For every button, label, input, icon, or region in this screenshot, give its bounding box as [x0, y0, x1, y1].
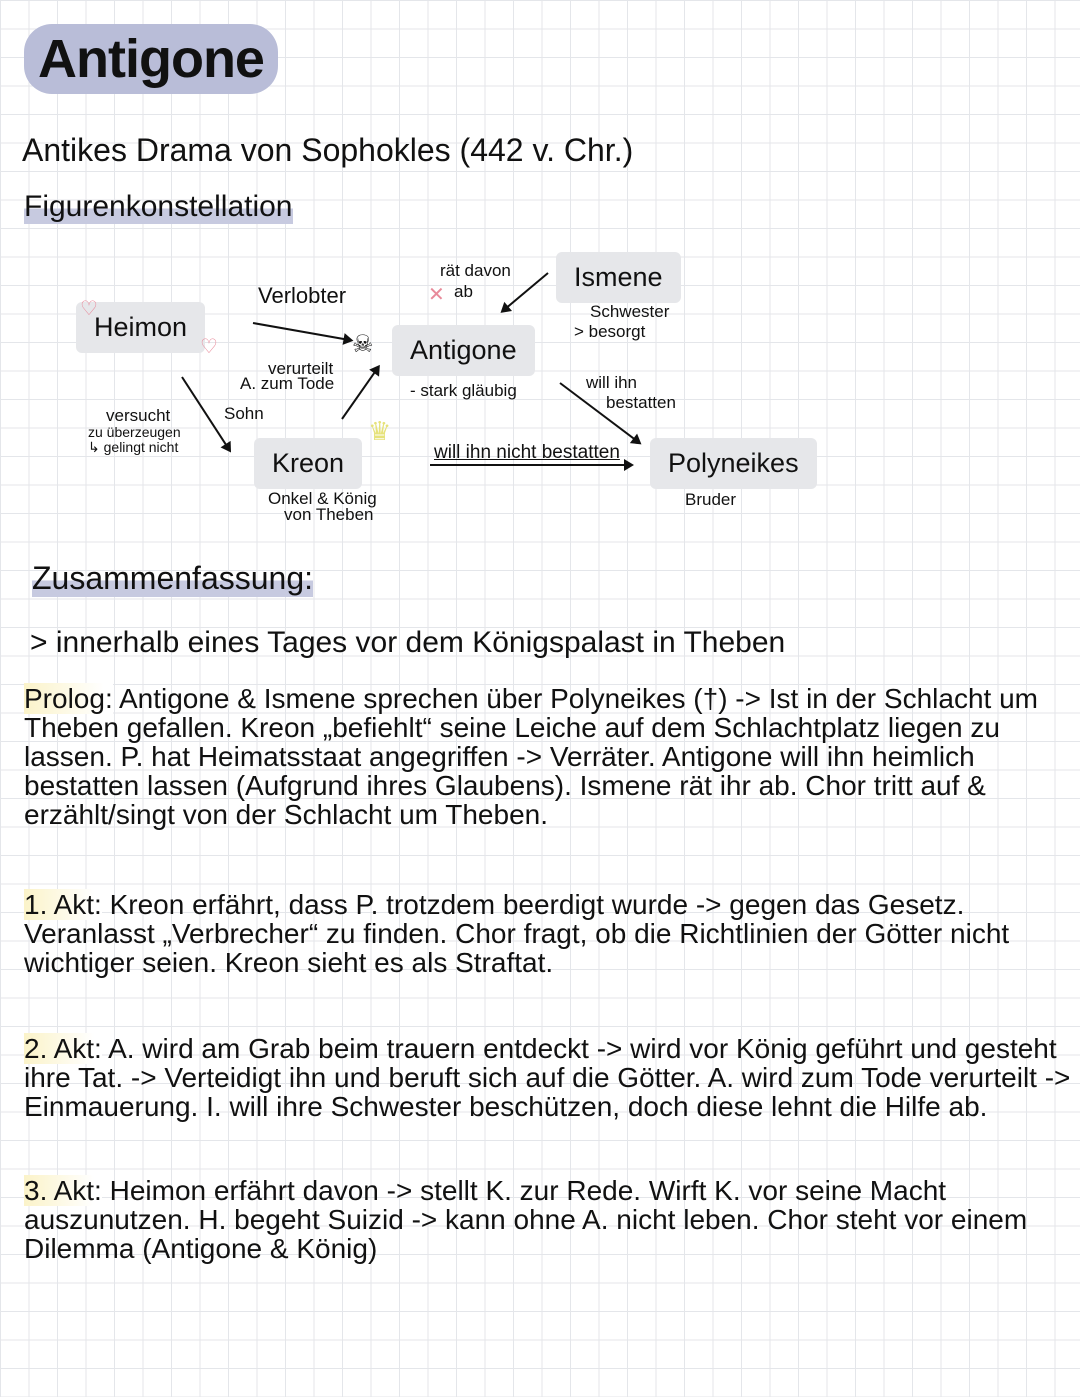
- node-polyneikes: [650, 438, 817, 489]
- edge-label: A. zum Tode: [240, 374, 335, 393]
- crown-icon: ♛: [368, 416, 392, 446]
- edge-label: Sohn: [224, 404, 264, 423]
- ismene-note: > besorgt: [574, 322, 646, 341]
- antigone-note: - stark gläubig: [410, 381, 517, 400]
- ismene-note: Schwester: [590, 302, 670, 321]
- kreon-note: Onkel & König: [268, 489, 377, 508]
- edge-label: zu überzeugen: [88, 424, 181, 440]
- edge-label: versucht: [106, 406, 171, 425]
- act-label: 2. Akt:: [24, 1033, 102, 1064]
- node-antigone: [392, 325, 535, 376]
- edge-label: ↳ gelingt nicht: [88, 439, 179, 455]
- section-heading-summary: Zusammenfassung:: [32, 560, 314, 596]
- heart-icon: ♡: [80, 298, 98, 320]
- skull-icon: ☠: [352, 331, 374, 358]
- edge-label: will ihn nicht bestatten: [434, 442, 620, 463]
- act-text: Antigone & Ismene sprechen über Polyneikes (†) -> Ist in der Schlacht um Theben gefallen. Kreon „befiehlt“ seine Leiche auf dem Schlachtplatz liegen zu lassen. P. hat Heimatsstaat angegriffen -> Verräter. Antigone will ihn heimlich bestatten lassen (Aufgrund ihres Glaubens). Ismene rät ihr ab. Chor tritt auf & erzählt/singt von der Schlacht um Theben.: [24, 683, 1038, 830]
- edge-label: ab: [454, 282, 473, 301]
- act-label: 3. Akt:: [24, 1175, 102, 1206]
- page-title: Antigone: [24, 24, 278, 94]
- cross-icon: ✕: [428, 284, 445, 306]
- act-text: Heimon erfährt davon -> stellt K. zur Rede. Wirft K. vor seine Macht auszunutzen. H. begeht Suizid -> kann ohne A. nicht leben. Chor steht vor einem Dilemma (Antigone & König): [24, 1175, 1028, 1264]
- subtitle: Antikes Drama von Sophokles (442 v. Chr.): [22, 132, 634, 168]
- act-label: Prolog:: [24, 683, 113, 714]
- node-label: Ismene: [574, 262, 663, 292]
- section-heading-figures: Figurenkonstellation: [24, 190, 293, 223]
- edge-label: rät davon: [440, 261, 511, 280]
- edge-label: Verlobter: [258, 283, 347, 308]
- edge-label: bestatten: [606, 393, 676, 412]
- kreon-note: von Theben: [284, 505, 374, 524]
- node-label: Kreon: [272, 448, 345, 478]
- node-label: Heimon: [94, 312, 188, 342]
- edge-label: will ihn: [586, 373, 638, 392]
- act-1: [24, 890, 1074, 977]
- arrow: [253, 322, 352, 341]
- node-kreon: [254, 438, 362, 489]
- act-2: [24, 1034, 1074, 1121]
- heart-icon: ♡: [200, 336, 218, 358]
- act-text: Kreon erfährt, dass P. trotzdem beerdigt wurde -> gegen das Gesetz. Veranlasst „Verbrecher“ zu finden. Chor fragt, ob die Richtlinien der Götter nicht wichtiger seien. Kreon sieht es als Straftat.: [24, 889, 1010, 978]
- setting-line: > innerhalb eines Tages vor dem Königspalast in Theben: [30, 626, 786, 659]
- node-ismene: [556, 252, 681, 303]
- polyneikes-note: Bruder: [685, 490, 737, 509]
- node-label: Antigone: [410, 335, 517, 365]
- act-3: [24, 1176, 1074, 1263]
- arrow: [341, 366, 379, 420]
- node-label: Polyneikes: [668, 448, 799, 478]
- act-prolog: [24, 684, 1074, 829]
- act-label: 1. Akt:: [24, 889, 102, 920]
- act-text: A. wird am Grab beim trauern entdeckt -> wird vor König geführt und gesteht ihre Tat. -> Verteidigt ihn und beruft sich auf die Götter. A. wird zum Tode verurteilt -> Einmauerung. I. will ihre Schwester beschützen, doch diese lehnt die Hilfe ab.: [24, 1033, 1071, 1122]
- edge-label: verurteilt: [268, 359, 334, 378]
- arrow: [430, 464, 632, 466]
